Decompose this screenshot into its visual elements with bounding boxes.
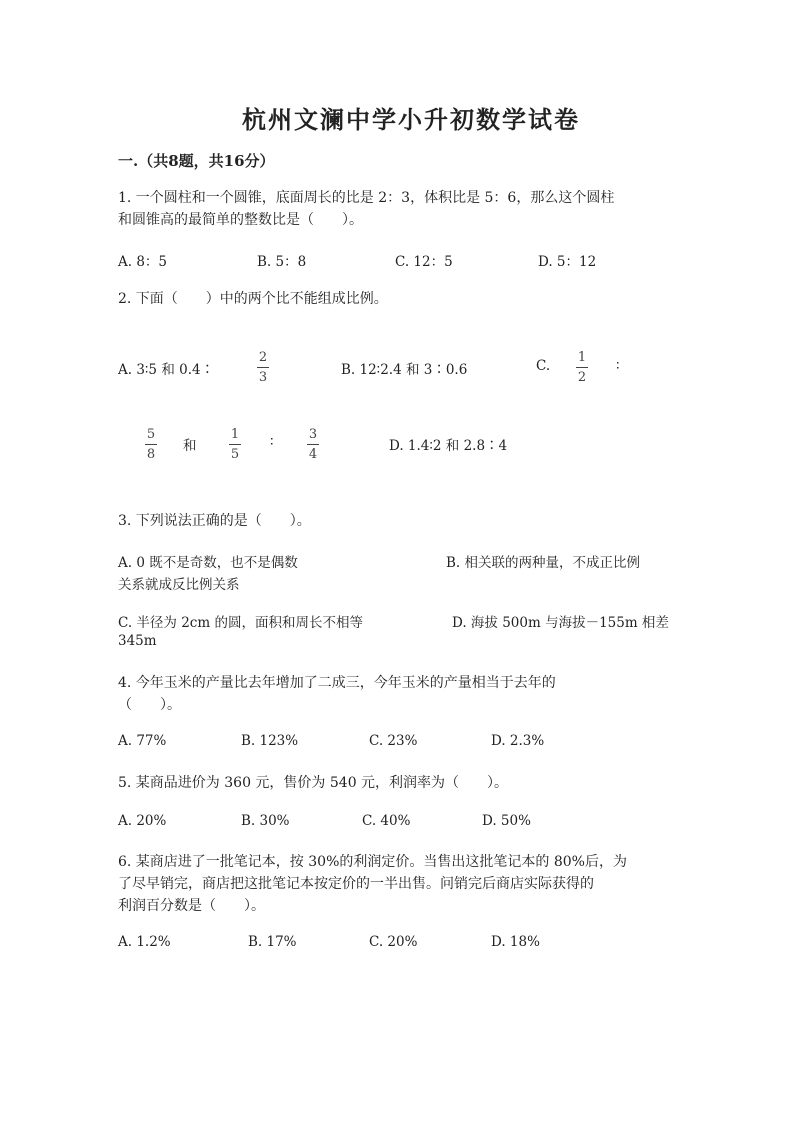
q6-option-a: A. 1.2% [118,934,171,950]
denominator: 4 [308,447,318,462]
denominator: 3 [258,370,268,385]
numerator: 1 [577,350,587,365]
q5-option-b: B. 30% [241,813,290,829]
q2-option-c-label: C. [536,358,551,374]
q6-option-d: D. 18% [491,934,540,950]
page-title: 杭州文澜中学小升初数学试卷 [242,105,580,134]
fraction-bar [229,444,241,445]
q4-option-b: B. 123% [241,733,299,749]
question-2-line-1: 2. 下面（ ）中的两个比不能组成比例。 [118,291,388,307]
fraction-bar [257,367,269,368]
q3-option-d-cont: 345m [118,633,157,649]
numerator: 1 [230,427,240,442]
q3-option-b: B. 相关联的两种量，不成正比例 [446,555,641,571]
q5-option-c: C. 40% [362,813,411,829]
question-6-line-3: 利润百分数是（ ）。 [118,898,265,914]
q4-option-d: D. 2.3% [491,733,545,749]
q1-option-a: A. 8：5 [118,254,168,270]
q2-fraction-five-eighths [145,427,157,462]
q4-option-c: C. 23% [369,733,418,749]
q6-option-b: B. 17% [248,934,297,950]
question-5-line-1: 5. 某商品进价为 360 元，售价为 540 元，利润率为（ ）。 [118,775,509,791]
denominator: 5 [230,447,240,462]
q2-colon-2: ∶ [270,434,274,450]
question-1-line-1: 1. 一个圆柱和一个圆锥，底面周长的比是 2：3，体积比是 5：6，那么这个圆柱 [118,190,615,206]
q6-option-c: C. 20% [369,934,418,950]
q3-option-d: D. 海拔 500m 与海拔－155m 相差 [452,615,669,631]
q5-option-d: D. 50% [482,813,531,829]
question-4-line-2: （ ）。 [118,697,181,713]
fraction-bar [307,444,319,445]
numerator: 5 [146,427,156,442]
q3-option-a: A. 0 既不是奇数，也不是偶数 [118,555,298,571]
fraction-bar [576,367,588,368]
q1-option-c: C. 12：5 [395,254,453,270]
numerator: 2 [258,350,268,365]
q5-option-a: A. 20% [118,813,167,829]
q2-fraction-one-half [576,350,588,385]
q2-option-a-text: A. 3∶5 和 0.4∶ [118,362,215,378]
q3-option-c: C. 半径为 2cm 的圆，面积和周长不相等 [118,615,363,631]
question-6-line-1: 6. 某商店进了一批笔记本，按 30%的利润定价。当售出这批笔记本的 80%后，为 [118,854,627,870]
q2-and: 和 [183,438,197,454]
numerator: 3 [308,427,318,442]
section-header: 一.（共8题，共16分） [118,152,275,170]
q2-fraction-three-quarters [307,427,319,462]
q4-option-a: A. 77% [118,733,167,749]
q2-option-d: D. 1.4∶2 和 2.8∶4 [389,438,508,454]
question-1-line-2: 和圆锥高的最简单的整数比是（ ）。 [118,212,363,228]
q2-colon-1: ∶ [616,358,620,374]
q1-option-b: B. 5：8 [257,254,307,270]
q1-option-d: D. 5：12 [538,254,597,270]
q2-fraction-one-fifth [229,427,241,462]
fraction-bar [145,444,157,445]
question-4-line-1: 4. 今年玉米的产量比去年增加了二成三，今年玉米的产量相当于去年的 [118,675,556,691]
denominator: 8 [146,447,156,462]
question-3-line-1: 3. 下列说法正确的是（ ）。 [118,513,311,529]
q3-option-b-cont: 关系就成反比例关系 [118,577,240,593]
q2-option-b: B. 12∶2.4 和 3∶0.6 [341,362,468,378]
question-6-line-2: 了尽早销完，商店把这批笔记本按定价的一半出售。问销完后商店实际获得的 [118,876,594,892]
q2-fraction-two-thirds [257,350,269,385]
denominator: 2 [577,370,587,385]
